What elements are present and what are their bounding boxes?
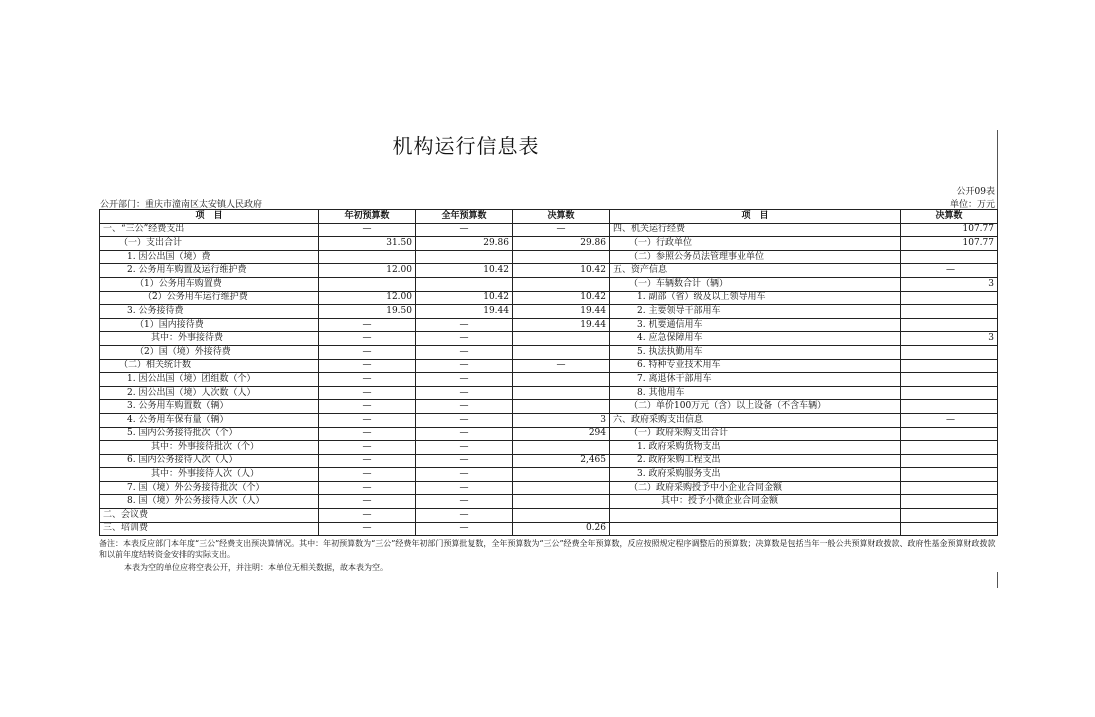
- table-row: [100, 264, 998, 278]
- department-label: 公开部门：重庆市潼南区太安镇人民政府: [100, 200, 263, 210]
- row-value: —: [319, 468, 416, 482]
- row-value: —: [319, 454, 416, 468]
- row-item-left: 1. 因公出国（境）费: [100, 250, 319, 264]
- row-value: —: [416, 481, 513, 495]
- row-value: [513, 441, 610, 455]
- table-row: [100, 400, 998, 414]
- table-row: [100, 332, 998, 346]
- row-value: [513, 468, 610, 482]
- row-value: —: [416, 400, 513, 414]
- row-item-right: 四、机关运行经费: [610, 223, 901, 237]
- row-value: [416, 277, 513, 291]
- row-value: —: [319, 400, 416, 414]
- row-value: —: [319, 481, 416, 495]
- row-value: [901, 441, 998, 455]
- row-value: 107.77: [901, 237, 998, 251]
- row-value: 12.00: [319, 264, 416, 278]
- row-value: —: [416, 373, 513, 387]
- row-item-right: 7. 离退休干部用车: [610, 373, 901, 387]
- row-item-right: [610, 522, 901, 536]
- row-value: —: [416, 223, 513, 237]
- row-value: —: [319, 332, 416, 346]
- row-value: 107.77: [901, 223, 998, 237]
- row-value: [901, 250, 998, 264]
- header-annual-budget: 全年预算数: [416, 210, 513, 224]
- row-value: [513, 509, 610, 523]
- table-row: [100, 359, 998, 373]
- row-item-left: （二）相关统计数: [100, 359, 319, 373]
- row-value: 0.26: [513, 522, 610, 536]
- table-row: [100, 345, 998, 359]
- row-value: 10.42: [416, 291, 513, 305]
- table-row: [100, 318, 998, 332]
- page-right-border-upper: [997, 130, 998, 220]
- row-item-right: 五、资产信息: [610, 264, 901, 278]
- row-value: 10.42: [416, 264, 513, 278]
- row-value: [513, 495, 610, 509]
- row-value: —: [901, 413, 998, 427]
- row-item-left: 3. 公务接待费: [100, 305, 319, 319]
- row-item-left: 二、会议费: [100, 509, 319, 523]
- row-value: —: [319, 441, 416, 455]
- row-value: [513, 277, 610, 291]
- row-value: 29.86: [513, 237, 610, 251]
- row-item-left: 其中：外事接待批次（个）: [100, 441, 319, 455]
- table-row: [100, 509, 998, 523]
- row-item-left: 3. 公务用车购置数（辆）: [100, 400, 319, 414]
- row-value: [901, 454, 998, 468]
- row-value: [513, 332, 610, 346]
- row-item-left: 其中：外事接待人次（人）: [100, 468, 319, 482]
- row-item-right: 1. 副部（省）级及以上领导用车: [610, 291, 901, 305]
- header-final-left: 决算数: [513, 210, 610, 224]
- table-row: [100, 237, 998, 251]
- row-item-left: 5. 国内公务接待批次（个）: [100, 427, 319, 441]
- row-item-left: （2）国（境）外接待费: [100, 345, 319, 359]
- row-value: [901, 400, 998, 414]
- row-item-right: 4. 应急保障用车: [610, 332, 901, 346]
- row-value: 29.86: [416, 237, 513, 251]
- row-value: 10.42: [513, 291, 610, 305]
- table-row: [100, 291, 998, 305]
- table-row: [100, 250, 998, 264]
- row-item-left: 4. 公务用车保有量（辆）: [100, 413, 319, 427]
- row-item-right: 6. 特种专业技术用车: [610, 359, 901, 373]
- table-row: [100, 427, 998, 441]
- row-item-right: （一）政府采购支出合计: [610, 427, 901, 441]
- table-row: [100, 481, 998, 495]
- row-item-left: 6. 国内公务接待人次（人）: [100, 454, 319, 468]
- row-item-right: 1. 政府采购货物支出: [610, 441, 901, 455]
- row-item-left: 2. 公务用车购置及运行维护费: [100, 264, 319, 278]
- row-item-right: 3. 机要通信用车: [610, 318, 901, 332]
- row-value: [416, 250, 513, 264]
- row-value: 19.50: [319, 305, 416, 319]
- row-item-right: （二）参照公务员法管理事业单位: [610, 250, 901, 264]
- row-item-left: （1）国内接待费: [100, 318, 319, 332]
- row-item-right: 2. 政府采购工程支出: [610, 454, 901, 468]
- row-item-right: 2. 主要领导干部用车: [610, 305, 901, 319]
- row-value: —: [901, 264, 998, 278]
- row-value: —: [416, 386, 513, 400]
- row-value: —: [416, 495, 513, 509]
- row-value: —: [416, 522, 513, 536]
- row-value: [513, 481, 610, 495]
- row-value: —: [416, 454, 513, 468]
- row-value: —: [416, 427, 513, 441]
- row-item-right: （一）行政单位: [610, 237, 901, 251]
- row-item-right: 3. 政府采购服务支出: [610, 468, 901, 482]
- row-value: [901, 291, 998, 305]
- table-row: [100, 373, 998, 387]
- form-number: 公开09表: [956, 187, 995, 197]
- row-value: 19.44: [513, 305, 610, 319]
- row-item-left: 一、“三公”经费支出: [100, 223, 319, 237]
- row-item-right: 其中：授予小微企业合同金额: [610, 495, 901, 509]
- row-value: —: [416, 509, 513, 523]
- row-value: [901, 522, 998, 536]
- row-value: [901, 481, 998, 495]
- page-right-border-lower: [997, 572, 998, 588]
- row-item-left: （一）支出合计: [100, 237, 319, 251]
- row-value: 12.00: [319, 291, 416, 305]
- row-value: [319, 277, 416, 291]
- row-value: —: [319, 413, 416, 427]
- row-value: [901, 386, 998, 400]
- row-value: [513, 373, 610, 387]
- row-value: 19.44: [513, 318, 610, 332]
- row-item-left: 8. 国（境）外公务接待人次（人）: [100, 495, 319, 509]
- table-row: [100, 495, 998, 509]
- table-row: [100, 386, 998, 400]
- row-value: 19.44: [416, 305, 513, 319]
- table-footnote: 备注：本表反应部门本年度“三公”经费支出预决算情况。其中：年初预算数为“三公”经费年初部门预算批复数，全年预算数为“三公”经费全年预算数，反应按照规定程序调整后的预算数；决算数是包括当年一般公共预算财政拨款、政府性基金预算财政拨款和以前年度结转资金安排的实际支出。: [99, 539, 996, 559]
- row-value: [513, 400, 610, 414]
- row-value: —: [416, 468, 513, 482]
- row-value: —: [416, 318, 513, 332]
- header-item-left: 项 目: [100, 210, 319, 224]
- row-value: [901, 427, 998, 441]
- row-item-left: 三、培训费: [100, 522, 319, 536]
- row-value: [901, 318, 998, 332]
- row-value: [901, 305, 998, 319]
- row-value: [901, 359, 998, 373]
- row-value: [901, 468, 998, 482]
- row-value: —: [319, 509, 416, 523]
- row-value: —: [319, 495, 416, 509]
- row-value: 3: [901, 332, 998, 346]
- header-item-right: 项 目: [610, 210, 901, 224]
- row-value: —: [416, 413, 513, 427]
- row-value: —: [319, 386, 416, 400]
- empty-table-note: 本表为空的单位应将空表公开，并注明：本单位无相关数据，故本表为空。: [124, 563, 388, 572]
- row-value: —: [319, 318, 416, 332]
- row-item-right: （一）车辆数合计（辆）: [610, 277, 901, 291]
- row-item-right: （二）单价100万元（含）以上设备（不含车辆）: [610, 400, 901, 414]
- row-value: [513, 345, 610, 359]
- table-row: [100, 413, 998, 427]
- row-value: [513, 250, 610, 264]
- table-row: [100, 468, 998, 482]
- table-row: [100, 277, 998, 291]
- page-title: 机构运行信息表: [392, 134, 540, 158]
- row-item-right: （二）政府采购授予中小企业合同金额: [610, 481, 901, 495]
- row-item-left: 1. 因公出国（境）团组数（个）: [100, 373, 319, 387]
- row-item-left: 2. 因公出国（境）人次数（人）: [100, 386, 319, 400]
- unit-label: 单位：万元: [949, 200, 995, 210]
- header-final-right: 决算数: [901, 210, 998, 224]
- row-value: —: [416, 345, 513, 359]
- table-row: [100, 454, 998, 468]
- row-value: 10.42: [513, 264, 610, 278]
- row-item-left: （1）公务用车购置费: [100, 277, 319, 291]
- row-item-right: 5. 执法执勤用车: [610, 345, 901, 359]
- row-value: 3: [901, 277, 998, 291]
- row-value: —: [416, 332, 513, 346]
- row-value: 294: [513, 427, 610, 441]
- row-value: —: [513, 359, 610, 373]
- table-header-row: [100, 210, 998, 224]
- row-item-right: [610, 509, 901, 523]
- row-value: 2,465: [513, 454, 610, 468]
- row-value: —: [416, 441, 513, 455]
- row-value: —: [319, 373, 416, 387]
- row-value: 31.50: [319, 237, 416, 251]
- table-row: [100, 223, 998, 237]
- row-value: [901, 345, 998, 359]
- row-value: —: [319, 522, 416, 536]
- table-row: [100, 441, 998, 455]
- row-item-right: 六、政府采购支出信息: [610, 413, 901, 427]
- row-item-left: 7. 国（境）外公务接待批次（个）: [100, 481, 319, 495]
- row-value: —: [319, 345, 416, 359]
- row-item-left: （2）公务用车运行维护费: [100, 291, 319, 305]
- row-value: —: [513, 223, 610, 237]
- table-row: [100, 522, 998, 536]
- row-item-left: 其中：外事接待费: [100, 332, 319, 346]
- row-item-right: 8. 其他用车: [610, 386, 901, 400]
- info-table: [99, 209, 998, 536]
- row-value: 3: [513, 413, 610, 427]
- row-value: —: [319, 359, 416, 373]
- table-row: [100, 305, 998, 319]
- row-value: —: [319, 427, 416, 441]
- header-initial-budget: 年初预算数: [319, 210, 416, 224]
- row-value: [901, 373, 998, 387]
- row-value: [513, 386, 610, 400]
- row-value: [901, 495, 998, 509]
- row-value: —: [319, 223, 416, 237]
- row-value: —: [416, 359, 513, 373]
- row-value: [901, 509, 998, 523]
- row-value: [319, 250, 416, 264]
